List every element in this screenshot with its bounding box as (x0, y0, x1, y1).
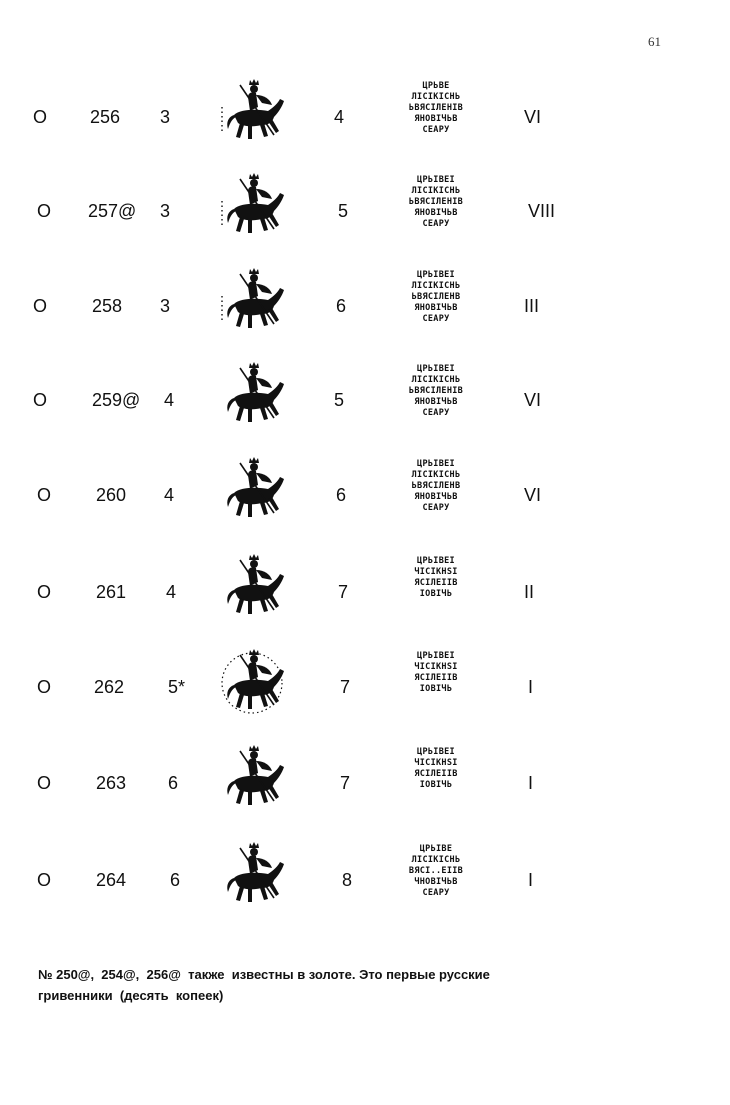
legend-line: СЕАРУ (422, 219, 450, 229)
legend-line: ЬВЯСІЛЕНІВ (408, 197, 464, 207)
catalog-number-cell: 262 (94, 677, 125, 697)
legend-line: ЦРЬІВЕІ (417, 556, 455, 566)
table-row (0, 364, 730, 486)
legend-line: ЬВЯСІЛЕНІВ (408, 386, 464, 396)
variant-cell: 8 (342, 870, 353, 890)
legend-type-cell: II (524, 582, 535, 602)
legend-type-cell: I (528, 870, 534, 890)
legend-line: ЯНОВІЧЬВ (414, 397, 458, 407)
variant-cell: 5 (338, 201, 349, 221)
horseman-coin-image (214, 743, 290, 813)
rarity-cell: 3 (160, 201, 171, 221)
legend-type-cell: I (528, 773, 534, 793)
legend-type-cell: I (528, 677, 534, 697)
legend-line: ЦРЬІВЕІ (417, 651, 455, 661)
grade-cell: O (37, 201, 52, 221)
legend-line: ЦРЬВЕ (422, 81, 450, 91)
grade-cell: O (37, 485, 52, 505)
legend-line: ЛІСІКІСНЬ (411, 186, 461, 196)
legend-type-cell: VIII (528, 201, 556, 221)
legend-line: ЯНОВІЧЬВ (414, 208, 458, 218)
table-row (0, 556, 730, 678)
variant-cell: 7 (340, 677, 351, 697)
horseman-coin-image (214, 840, 290, 910)
legend-line: ЬВЯСІЛЕНВ (411, 292, 461, 302)
variant-cell: 7 (340, 773, 351, 793)
legend-line: ЯСІЛЕІІВ (414, 769, 458, 779)
rarity-cell: 6 (168, 773, 179, 793)
legend-line: ВЯСІ..ЕІІВ (408, 866, 464, 876)
horseman-coin-image (214, 266, 290, 336)
coin-legend-inscription (396, 81, 476, 136)
legend-line: ЛІСІКІСНЬ (411, 92, 461, 102)
legend-line: ЦРЬІВЕІ (417, 459, 455, 469)
legend-line: ЯНОВІЧЬВ (414, 492, 458, 502)
legend-line: СЕАРУ (422, 408, 450, 418)
grade-cell: O (37, 582, 52, 602)
horseman-coin-image (214, 552, 290, 622)
legend-type-cell: VI (524, 107, 542, 127)
table-row (0, 81, 730, 203)
table-row (0, 651, 730, 773)
legend-line: СЕАРУ (422, 888, 450, 898)
horseman-coin-image (214, 360, 290, 430)
rarity-cell: 3 (160, 296, 171, 316)
horseman-coin-image (214, 647, 290, 717)
horseman-coin-image (214, 77, 290, 147)
legend-line: ІОВІЧЬ (419, 589, 453, 599)
legend-line: ЦРЬІВЕІ (417, 270, 455, 280)
catalog-number-cell: 261 (96, 582, 127, 602)
catalog-number-cell: 263 (96, 773, 127, 793)
grade-cell: O (37, 870, 52, 890)
variant-cell: 7 (338, 582, 349, 602)
legend-line: ЦРЬІВЕ (419, 844, 453, 854)
grade-cell: O (33, 390, 48, 410)
variant-cell: 6 (336, 485, 347, 505)
table-row (0, 459, 730, 581)
horseman-coin-image (214, 171, 290, 241)
grade-cell: O (37, 773, 52, 793)
page-number: 61 (648, 34, 661, 49)
table-row (0, 175, 730, 297)
legend-line: ЦРЬІВЕІ (417, 747, 455, 757)
legend-line: ЬВЯСІЛЕНВ (411, 481, 461, 491)
catalog-number-cell: 260 (96, 485, 127, 505)
variant-cell: 6 (336, 296, 347, 316)
legend-line: СЕАРУ (422, 125, 450, 135)
catalog-number-cell: 259@ (92, 390, 141, 410)
variant-cell: 4 (334, 107, 345, 127)
coin-legend-inscription (396, 459, 476, 514)
legend-line: ЛІСІКІСНЬ (411, 281, 461, 291)
catalog-number-cell: 258 (92, 296, 123, 316)
coin-legend-inscription (396, 651, 476, 695)
coin-legend-inscription (396, 270, 476, 325)
legend-line: СЕАРУ (422, 314, 450, 324)
legend-line: ЦРЬІВЕІ (417, 175, 455, 185)
footnote-line-2: гривенники (десять копеек) (38, 988, 224, 1003)
legend-line: ЯСІЛЕІІВ (414, 673, 458, 683)
coin-legend-inscription (396, 844, 476, 899)
legend-type-cell: III (524, 296, 540, 316)
rarity-cell: 4 (164, 485, 175, 505)
horseman-coin-image (214, 455, 290, 525)
coin-legend-inscription (396, 556, 476, 600)
coin-legend-inscription (396, 364, 476, 419)
legend-type-cell: VI (524, 390, 542, 410)
legend-line: ЧІСІКНЅІ (414, 758, 458, 768)
rarity-cell: 5* (168, 677, 186, 697)
legend-line: ЯСІЛЕІІВ (414, 578, 458, 588)
table-row (0, 270, 730, 392)
legend-line: СЕАРУ (422, 503, 450, 513)
catalog-number-cell: 256 (90, 107, 121, 127)
legend-line: ЦРЬІВЕІ (417, 364, 455, 374)
rarity-cell: 4 (164, 390, 175, 410)
coin-legend-inscription (396, 747, 476, 791)
rarity-cell: 6 (170, 870, 181, 890)
legend-line: ЧНОВІЧЬВ (414, 877, 458, 887)
table-row (0, 844, 730, 966)
catalog-number-cell: 264 (96, 870, 127, 890)
legend-line: ЯНОВІЧЬВ (414, 114, 458, 124)
catalog-number-cell: 257@ (88, 201, 137, 221)
grade-cell: O (37, 677, 52, 697)
footnote (38, 964, 638, 1006)
legend-line: ЬВЯСІЛЕНІВ (408, 103, 464, 113)
legend-line: ЧІСІКНЅІ (414, 662, 458, 672)
legend-line: ЯНОВІЧЬВ (414, 303, 458, 313)
legend-line: ЧІСІКНЅІ (414, 567, 458, 577)
legend-line: ЛІСІКІСНЬ (411, 375, 461, 385)
table-row (0, 747, 730, 869)
legend-line: ЛІСІКІСНЬ (411, 470, 461, 480)
grade-cell: O (33, 296, 48, 316)
footnote-line-1: № 250@, 254@, 256@ также известны в золоте. Это первые русские (38, 967, 490, 982)
legend-line: ЛІСІКІСНЬ (411, 855, 461, 865)
grade-cell: O (33, 107, 48, 127)
legend-line: ІОВІЧЬ (419, 780, 453, 790)
rarity-cell: 3 (160, 107, 171, 127)
variant-cell: 5 (334, 390, 345, 410)
legend-type-cell: VI (524, 485, 542, 505)
legend-line: ІОВІЧЬ (419, 684, 453, 694)
coin-legend-inscription (396, 175, 476, 230)
rarity-cell: 4 (166, 582, 177, 602)
